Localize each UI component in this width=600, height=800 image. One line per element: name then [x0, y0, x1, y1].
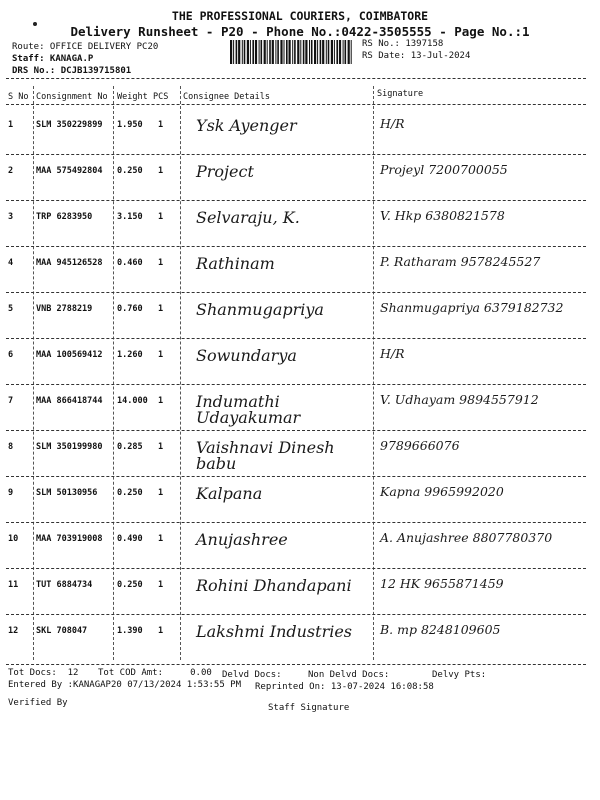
row-separator: [6, 568, 586, 569]
row-sno: 4: [8, 258, 14, 268]
delivery-points: Delvy Pts:: [432, 670, 487, 680]
col-pcs: PCS: [153, 92, 169, 102]
barcode-image: [230, 40, 355, 64]
company-name: THE PROFESSIONAL COURIERS, COIMBATORE: [171, 9, 429, 23]
row-consignment: MAA 703919008: [36, 534, 103, 544]
barcode-bar: [314, 40, 316, 64]
row-separator: [6, 476, 586, 477]
barcode-bar: [255, 40, 257, 64]
barcode-bar: [351, 40, 352, 64]
barcode-bar: [343, 40, 344, 64]
barcode-bar: [252, 40, 254, 64]
row-weight: 1.260: [117, 350, 143, 360]
barcode-bar: [275, 40, 276, 64]
row-sno: 11: [8, 580, 19, 590]
row-pcs: 1: [158, 580, 164, 590]
row-pcs: 1: [158, 166, 164, 176]
row-consignee: Kalpana: [196, 484, 263, 503]
barcode-bar: [331, 40, 333, 64]
drs-number: DRS No.: DCJB139715801: [12, 66, 132, 76]
row-consignee: Selvaraju, K.: [196, 208, 300, 227]
row-signature: Shanmugapriya 6379182732: [380, 300, 564, 315]
rs-number: RS No.: 1397158: [362, 39, 444, 49]
row-consignee: Rathinam: [196, 254, 275, 273]
row-weight: 0.460: [117, 258, 143, 268]
barcode-bar: [328, 40, 330, 64]
document-title: Delivery Runsheet - P20 - Phone No.:0422-3505555 - Page No.:1: [70, 24, 530, 39]
row-pcs: 1: [158, 120, 164, 130]
row-weight: 1.390: [117, 626, 143, 636]
col-divider: [180, 86, 181, 660]
barcode-bar: [250, 40, 251, 64]
row-signature: 12 HK 9655871459: [380, 576, 504, 591]
row-signature: Kapna 9965992020: [380, 484, 504, 499]
staff-label: Staff: KANAGA.P: [12, 54, 94, 64]
row-separator: [6, 200, 586, 201]
col-divider: [113, 86, 114, 660]
row-pcs: 1: [158, 258, 164, 268]
barcode-bar: [284, 40, 285, 64]
row-signature: P. Ratharam 9578245527: [380, 254, 541, 269]
row-weight: 0.250: [117, 166, 143, 176]
row-consignment: TRP 6283950: [36, 212, 93, 222]
row-sno: 5: [8, 304, 14, 314]
barcode-bar: [269, 40, 271, 64]
barcode-bar: [305, 40, 307, 64]
barcode-bar: [238, 40, 240, 64]
barcode-bar: [236, 40, 238, 64]
barcode-bar: [259, 40, 260, 64]
barcode-bar: [348, 40, 350, 64]
staff-signature: Staff Signature: [268, 703, 350, 713]
row-signature: 9789666076: [380, 438, 460, 453]
row-pcs: 1: [158, 488, 164, 498]
row-consignee: Shanmugapriya: [196, 300, 324, 319]
row-consignment: MAA 100569412: [36, 350, 103, 360]
row-sno: 8: [8, 442, 14, 452]
row-signature: Projeyl 7200700055: [380, 162, 508, 177]
barcode-bar: [300, 40, 301, 64]
row-weight: 1.950: [117, 120, 143, 130]
rs-date: RS Date: 13-Jul-2024: [362, 51, 471, 61]
row-consignee: Vaishnavi Dinesh babu: [196, 438, 335, 473]
entered-by: Entered By :KANAGAP20 07/13/2024 1:53:55 PM: [8, 680, 241, 690]
row-weight: 3.150: [117, 212, 143, 222]
barcode-bar: [264, 40, 266, 64]
barcode-bar: [244, 40, 246, 64]
row-consignment: MAA 866418744: [36, 396, 103, 406]
row-separator: [6, 338, 586, 339]
row-signature: B. mp 8248109605: [380, 622, 501, 637]
row-sno: 6: [8, 350, 14, 360]
row-signature: A. Anujashree 8807780370: [380, 530, 553, 545]
row-consignment: VNB 2788219: [36, 304, 93, 314]
barcode-bar: [326, 40, 327, 64]
row-separator: [6, 430, 586, 431]
row-consignment: SLM 50130956: [36, 488, 98, 498]
row-pcs: 1: [158, 626, 164, 636]
non-delivered-docs: Non Delvd Docs:: [308, 670, 390, 680]
row-pcs: 1: [158, 442, 164, 452]
col-divider: [33, 86, 34, 660]
row-pcs: 1: [158, 396, 164, 406]
row-consignee: Ysk Ayenger: [196, 116, 297, 135]
col-sno: S No: [8, 92, 29, 102]
barcode-bar: [292, 40, 293, 64]
row-separator: [6, 384, 586, 385]
row-pcs: 1: [158, 534, 164, 544]
col-divider: [373, 86, 374, 660]
delivered-docs: Delvd Docs:: [222, 670, 282, 680]
row-weight: 0.760: [117, 304, 143, 314]
column-header-rule: [6, 104, 586, 105]
barcode-bar: [322, 40, 324, 64]
row-consignee: Lakshmi Industries: [196, 622, 353, 641]
row-signature: H/R: [380, 116, 405, 131]
barcode-bar: [247, 40, 249, 64]
row-pcs: 1: [158, 212, 164, 222]
barcode-bar: [303, 40, 305, 64]
total-cod: Tot COD Amt: 0.00: [98, 668, 212, 678]
row-sno: 3: [8, 212, 14, 222]
row-pcs: 1: [158, 304, 164, 314]
row-separator: [6, 614, 586, 615]
row-consignment: MAA 945126528: [36, 258, 103, 268]
barcode-bar: [345, 40, 347, 64]
row-separator: [6, 292, 586, 293]
header-rule: [6, 78, 586, 79]
row-consignee: Rohini Dhandapani: [196, 576, 352, 595]
row-separator: [6, 154, 586, 155]
barcode-bar: [334, 40, 335, 64]
col-signature: Signature: [377, 89, 424, 99]
row-sno: 9: [8, 488, 14, 498]
row-sno: 1: [8, 120, 14, 130]
row-consignment: TUT 6884734: [36, 580, 93, 590]
barcode-bar: [267, 40, 268, 64]
col-consignee: Consignee Details: [183, 92, 270, 102]
verified-by: Verified By: [8, 698, 68, 708]
barcode-bar: [233, 40, 234, 64]
row-consignment: SLM 350229899: [36, 120, 103, 130]
row-consignment: SLM 350199980: [36, 442, 103, 452]
row-weight: 0.490: [117, 534, 143, 544]
row-weight: 0.250: [117, 580, 143, 590]
row-signature: V. Udhayam 9894557912: [380, 392, 539, 407]
barcode-bar: [242, 40, 243, 64]
row-weight: 14.000: [117, 396, 148, 406]
reprinted-on: Reprinted On: 13-07-2024 16:08:58: [255, 682, 434, 692]
barcode-bar: [297, 40, 299, 64]
row-sno: 7: [8, 396, 14, 406]
row-signature: H/R: [380, 346, 405, 361]
total-docs: Tot Docs: 12: [8, 668, 79, 678]
barcode-bar: [339, 40, 341, 64]
row-consignee: Indumathi Udayakumar: [196, 392, 301, 427]
row-consignment: SKL 708047: [36, 626, 88, 636]
row-pcs: 1: [158, 350, 164, 360]
barcode-bar: [309, 40, 310, 64]
col-consignment: Consignment No: [36, 92, 108, 102]
row-sno: 12: [8, 626, 19, 636]
row-sno: 2: [8, 166, 14, 176]
barcode-bar: [289, 40, 291, 64]
row-sno: 10: [8, 534, 19, 544]
barcode-bar: [286, 40, 288, 64]
barcode-bar: [272, 40, 274, 64]
row-signature: V. Hkp 6380821578: [380, 208, 505, 223]
row-consignee: Anujashree: [196, 530, 288, 549]
row-consignee: Sowundarya: [196, 346, 297, 365]
barcode-bar: [277, 40, 279, 64]
col-weight: Weight: [117, 92, 148, 102]
row-consignment: MAA 575492804: [36, 166, 103, 176]
row-consignee: Project: [196, 162, 254, 181]
barcode-bar: [230, 40, 232, 64]
barcode-bar: [317, 40, 318, 64]
route-label: Route: OFFICE DELIVERY PC20: [12, 42, 159, 52]
row-separator: [6, 246, 586, 247]
barcode-bar: [261, 40, 263, 64]
barcode-bar: [336, 40, 338, 64]
barcode-bar: [320, 40, 322, 64]
row-separator: [6, 522, 586, 523]
footer-rule: [6, 664, 586, 665]
barcode-bar: [294, 40, 296, 64]
pen-mark: [33, 22, 37, 26]
row-weight: 0.285: [117, 442, 143, 452]
barcode-bar: [280, 40, 282, 64]
barcode-bar: [311, 40, 313, 64]
row-weight: 0.250: [117, 488, 143, 498]
